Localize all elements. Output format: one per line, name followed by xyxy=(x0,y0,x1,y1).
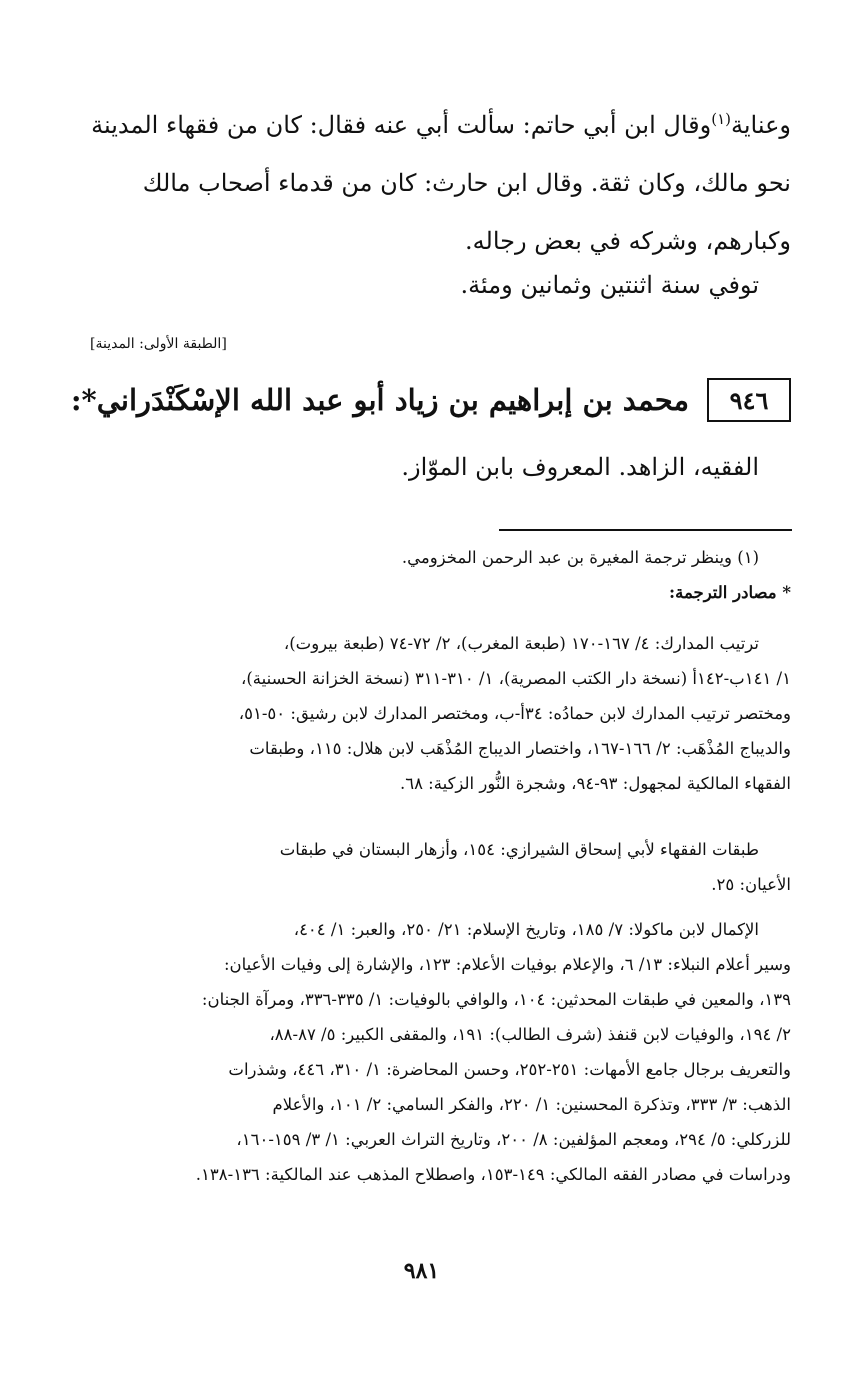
source-line: الأعيان: ٢٥. xyxy=(711,875,791,894)
footnote-separator xyxy=(499,529,792,531)
source-line: وسير أعلام النبلاء: ١٣/ ٦، والإعلام بوفيات الأعلام: ١٢٣، والإشارة إلى وفيات الأعيان: xyxy=(223,955,791,974)
death-line: توفي سنة اثنتين وثمانين ومئة. xyxy=(460,271,759,299)
intro-paragraph xyxy=(51,96,791,270)
footnote-1: (١) وينظر ترجمة المغيرة بن عبد الرحمن المخزومي. xyxy=(401,548,759,567)
source-line: الإكمال لابن ماكولا: ٧/ ١٨٥، وتاريخ الإسلام: ٢١/ ٢٥٠، والعبر: ١/ ٤٠٤، xyxy=(293,920,759,939)
source-line: والتعريف برجال جامع الأمهات: ٢٥١-٢٥٢، وحسن المحاضرة: ١/ ٣١٠، ٤٤٦، وشذرات xyxy=(228,1060,791,1079)
intro-line-2: نحو مالك، وكان ثقة. وقال ابن حارث: كان من قدماء أصحاب مالك xyxy=(142,169,791,197)
entry-description: الفقيه، الزاهد. المعروف بابن الموّاز. xyxy=(401,453,759,481)
intro-line-1 xyxy=(51,96,791,154)
source-line: والديباج المُذْهَب: ٢/ ١٦٦-١٦٧، واختصار الديباج المُذْهَب لابن هلال: ١١٥، وطبقات xyxy=(249,739,791,758)
intro-line-3: وكبارهم، وشركه في بعض رجاله. xyxy=(465,227,791,255)
source-line: ١/ ١٤١ب-١٤٢أ (نسخة دار الكتب المصرية)، ١/ ٣١٠-٣١١ (نسخة الخزانة الحسنية)، xyxy=(241,669,791,688)
source-line: الفقهاء المالكية لمجهول: ٩٣-٩٤، وشجرة النُّور الزكية: ٦٨. xyxy=(399,774,791,793)
sources-paragraph-3 xyxy=(51,912,791,1192)
source-line: ترتيب المدارك: ٤/ ١٦٧-١٧٠ (طبعة المغرب)، ٢/ ٧٢-٧٤ (طبعة بيروت)، xyxy=(283,634,759,653)
source-line: ودراسات في مصادر الفقه المالكي: ١٤٩-١٥٣، واصطلاح المذهب عند المالكية: ١٣٦-١٣٨. xyxy=(195,1165,791,1184)
death-paragraph xyxy=(51,256,791,314)
sources-paragraph-1 xyxy=(51,626,791,801)
source-line: للزركلي: ٥/ ٢٩٤، ومعجم المؤلفين: ٨/ ٢٠٠، وتاريخ التراث العربي: ١/ ٣/ ١٥٩-١٦٠، xyxy=(236,1130,791,1149)
source-line: ٢/ ١٩٤، والوفيات لابن قنفذ (شرف الطالب): ١٩١، والمقفى الكبير: ٥/ ٨٧-٨٨، xyxy=(269,1025,791,1044)
footnote-mark: (١) xyxy=(711,110,731,128)
entry-heading xyxy=(71,374,791,426)
source-line: ١٣٩، والمعين في طبقات المحدثين: ١٠٤، والوافي بالوفيات: ١/ ٣٣٥-٣٣٦، ومرآة الجنان: xyxy=(201,990,791,1009)
footnote-section xyxy=(51,540,791,610)
entry-number-box: ٩٤٦ xyxy=(707,378,791,422)
page-number: ٩٨١ xyxy=(403,1258,440,1284)
sources-heading: * مصادر الترجمة: xyxy=(669,583,791,602)
source-line: طبقات الفقهاء لأبي إسحاق الشيرازي: ١٥٤، وأزهار البستان في طبقات xyxy=(279,840,759,859)
sources-paragraph-2 xyxy=(51,832,791,902)
tabaqa-label: [الطبقة الأولى: المدينة] xyxy=(90,336,227,352)
source-line: ومختصر ترتيب المدارك لابن حمادُه: ٣٤أ-ب، ومختصر المدارك لابن رشيق: ٥٠-٥١، xyxy=(238,704,791,723)
intro-line-1-text: وقال ابن أبي حاتم: سألت أبي عنه فقال: كان من فقهاء المدينة xyxy=(91,111,712,139)
entry-name: محمد بن إبراهيم بن زياد أبو عبد الله الإسْكَنْدَراني*: xyxy=(70,383,689,417)
source-line: الذهب: ٣/ ٣٣٣، وتذكرة المحسنين: ١/ ٢٢٠، والفكر السامي: ٢/ ١٠١، والأعلام xyxy=(272,1095,791,1114)
intro-first-word: وعناية xyxy=(730,111,791,139)
entry-description-paragraph xyxy=(51,438,791,496)
